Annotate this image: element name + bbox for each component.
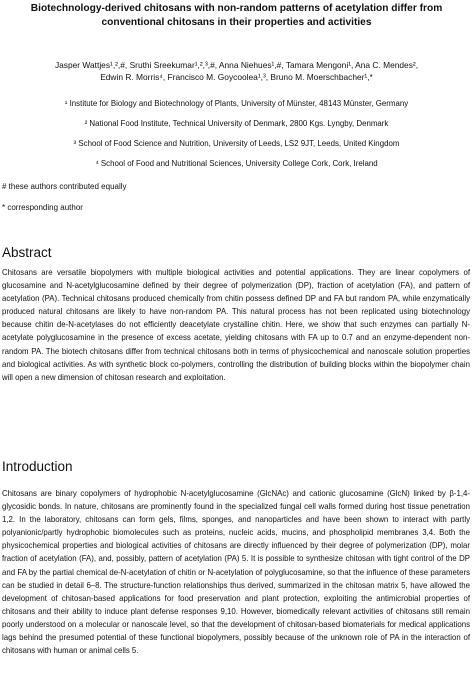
paper-title: Biotechnology-derived chitosans with non-random patterns of acetylation differ from conventional chitosans in their properties and activities [30,3,443,28]
introduction-heading: Introduction [2,459,73,474]
author-line-1: Jasper Wattjes¹,²,#, Sruthi Sreekumar¹,²,³,#, Anna Niehues¹,#, Tamara Mengoni¹, Ana C. Mendes², [54,60,419,70]
abstract-text: Chitosans are versatile biopolymers with multiple biological activities and potential applications. They are linear copolymers of glucosamine and N-acetylglucosamine defined by their degree of polymerization (DP), fraction of acetylation (FA), and pattern of acetylation (PA). Technical chitosans produced chemically from chitin possess defined DP and FA but random PA, while enzymatically produced natural chitosans are likely to have non-random PA. This natural process has not been replicated using biotechnology because chitin de-N-acetylases do not efficiently deacetylate crystalline chitin. Here, we show that such enzymes can partially N-acetylate polyglucosamine in the presence of excess acetate, yielding chitosans with FA up to 0.7 and an enzyme-dependent non-random PA. The biotech chitosans differ from technical chitosans both in terms of physicochemical and nanoscale solution properties and biological activities. As with synthetic block co-polymers, controlling the distribution of building blocks within the biopolymer chain will open a new dimension of chitosan research and exploitation. [2,268,470,382]
corresponding-author-note: * corresponding author [2,203,83,212]
author-line-2: Edwin R. Morris⁴, Francisco M. Goycoolea¹,³, Bruno M. Moerschbacher¹,* [100,71,373,82]
affiliation-3: ³ School of Food Science and Nutrition, University of Leeds, LS2 9JT, Leeds, United Kingdom [73,139,400,148]
equal-contribution-note: # these authors contributed equally [2,182,127,191]
author-list [8,60,465,83]
affiliation-4: ⁴ School of Food and Nutritional Sciences, University College Cork, Cork, Ireland [95,159,378,168]
introduction-text: Chitosans are binary copolymers of hydrophobic N-acetylglucosamine (GlcNAc) and cationic glucosamine (GlcN) linked by β-1,4-glycosidic bonds. In nature, chitosans are prominently found in the specialized fungal cell walls formed during host tissue penetration 1,2. In the laboratory, chitosans can form gels, films, sponges, and nanoparticles and have been shown to interact with partly polyanionic/partly hydrophobic biomolecules such as proteins, nucleic acids, mucins, and phospholipid membranes 3,4. Both the physicochemical properties and biological activities of chitosans are directly influenced by their degree of polymerization (DP), molar fraction of acetylation (FA), and, possibly, pattern of acetylation (PA) 5. It is possible to synthesize chitosan with tight control of the DP and FA by the partial chemical de-N-acetylation of chitin or N-acetylation of polyglucosamine, so that the influence of these parameters can be studied in detail 6–8. The structure-function relationships thus derived, summarized in the chitosan matrix 5, have allowed the development of chitosan-based applications for food preservation and plant protection, exploiting the antimicrobial properties of chitosans and their ability to induce plant defense responses 9,10. However, biomedically relevant activities of chitosans still remain poorly understood on a molecular or nanoscale level, so that the development of chitosan-based biomaterials for medical applications lags behind the presumed potential of these functional biopolymers, possibly because of the unknown role of PA in the interaction of chitosans with human or animal cells 5. [2,489,470,656]
abstract-heading: Abstract [2,245,52,260]
affiliation-2: ² National Food Institute, Technical University of Denmark, 2800 Kgs. Lyngby, Denmark [84,119,389,128]
affiliation-1: ¹ Institute for Biology and Biotechnology of Plants, University of Münster, 48143 Münster, Germany [64,99,409,108]
